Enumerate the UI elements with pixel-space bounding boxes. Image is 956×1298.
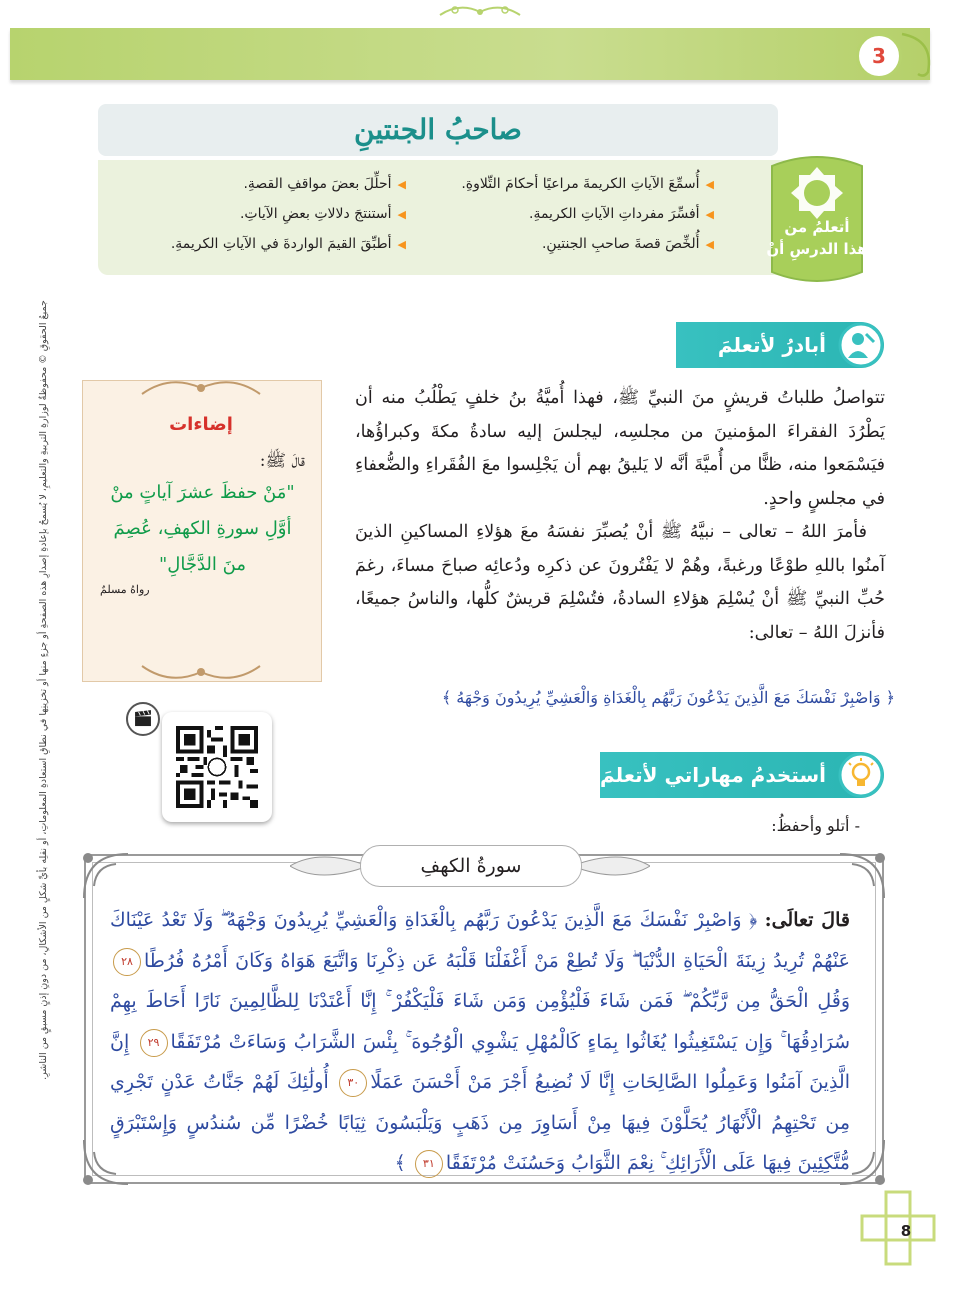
- box-bottom-ornament: [140, 656, 262, 688]
- arrow-left-icon: ◀: [705, 208, 714, 221]
- section-header-start: أبادرُ لأتعلمَ: [676, 322, 884, 368]
- arrow-left-icon: ◀: [397, 208, 406, 221]
- banner-curl-ornament: [898, 30, 938, 80]
- objective-item: ◀أفسِّرَ مفرداتِ الآياتِ الكريمةِ.: [529, 206, 714, 222]
- arrow-left-icon: ◀: [705, 178, 714, 191]
- page-title: صاحبُ الجنتينِ: [354, 113, 522, 146]
- quran-verses: قالَ تعالَى: ﴿ وَاصْبِرْ نَفْسَكَ مَعَ الَّذِينَ يَدْعُونَ رَبَّهُم بِالْغَدَاةِ وَالْعَشِيِّ يُرِيدُونَ وَجْهَهُ ۖ وَلَا تَعْدُ عَيْنَاكَ عَنْهُمْ تُرِيدُ زِينَةَ الْحَيَاةِ الدُّنْيَا ۖ وَلَا تُطِعْ مَنْ أَغْفَلْنَا قَلْبَهُ عَن ذِكْرِنَا وَاتَّبَعَ هَوَاهُ وَكَانَ أَمْرُهُ فُرُطًا٢٨ وَقُلِ الْحَقُّ مِن رَّبِّكُمْ ۖ فَمَن شَاءَ فَلْيُؤْمِن وَمَن شَاءَ فَلْيَكْفُرْ ۚ إِنَّا أَعْتَدْنَا لِلظَّالِمِينَ نَارًا أَحَاطَ بِهِمْ سُرَادِقُهَا ۚ وَإِن يَسْتَغِيثُوا يُغَاثُوا بِمَاءٍ كَالْمُهْلِ يَشْوِي الْوُجُوهَ ۚ بِئْسَ الشَّرَابُ وَسَاءَتْ مُرْتَفَقًا٢٩ إِنَّ الَّذِينَ آمَنُوا وَعَمِلُوا الصَّالِحَاتِ إِنَّا لَا نُضِيعُ أَجْرَ مَنْ أَحْسَنَ عَمَلًا٣٠ أُولَٰئِكَ لَهُمْ جَنَّاتُ عَدْنٍ تَجْرِي مِن تَحْتِهِمُ الْأَنْهَارُ يُحَلَّوْنَ فِيهَا مِنْ أَسَاوِرَ مِن ذَهَبٍ وَيَلْبَسُونَ ثِيَابًا خُضْرًا مِّن سُندُسٍ وَإِسْتَبْرَقٍ مُّتَّكِئِينَ فِيهَا عَلَى الْأَرَائِكِ ۚ نِعْمَ الثَّوَابُ وَحَسُنَتْ مُرْتَفَقًا٣١ ﴾: [110, 900, 850, 1184]
- intro-verse: ﴿ وَاصْبِرْ نَفْسَكَ مَعَ الَّذِينَ يَدْعُونَ رَبَّهُم بِالْغَدَاةِ وَالْعَشِيِّ يُرِيدُونَ وَجْهَهُ ﴾: [441, 688, 895, 707]
- badge-line-2: هذا الدرسِ أنْ: [766, 240, 868, 258]
- corner-ornament: [76, 846, 136, 906]
- objective-item: ◀أستنتجَ دلالاتِ بعضِ الآياتِ.: [239, 206, 406, 222]
- intro-paragraph-1: تتواصلُ طلباتُ قريشٍ منَ النبيِّ ﷺ، فهذا أُميَّةُ بنُ خلفٍ يَطْلُبُ منه أن يَطْرُدَ الفقراءَ المؤمنينَ من مجلسِه، ليجلسَ إليه سادةُ مكةَ وكبراؤُها، فيَسْمَعوا منه، ظنًّا من أُميَّةَ أنَّه لا يَليقُ بهم أن يَجْلِسوا معَ الفُقَراءِ والضُّعفاءِ في مجلسٍ واحدٍ.: [355, 388, 885, 509]
- chapter-number: 3: [856, 33, 902, 79]
- verse-number: ٣١: [415, 1150, 443, 1178]
- ideas-box-content: [100, 450, 305, 596]
- surah-label-ornament: [570, 846, 650, 886]
- recite-instruction: - أتلو وأحفظُ:: [771, 816, 860, 835]
- verse-number: ٢٨: [113, 948, 141, 976]
- intro-text: [355, 382, 885, 650]
- ideas-box-title: إضاءات: [169, 414, 233, 435]
- corner-ornament: [832, 846, 892, 906]
- section-header-skills: أستخدمُ مهاراتي لأتعلمَ: [600, 752, 884, 798]
- qr-code[interactable]: [176, 726, 258, 808]
- arrow-left-icon: ◀: [397, 178, 406, 191]
- verse-text: أُولَٰئِكَ لَهُمْ جَنَّاتُ عَدْنٍ تَجْرِي مِن تَحْتِهِمُ الْأَنْهَارُ يُحَلَّوْنَ فِيهَا مِنْ أَسَاوِرَ مِن ذَهَبٍ وَيَلْبَسُونَ ثِيَابًا خُضْرًا مِّن سُندُسٍ وَإِسْتَبْرَقٍ مُّتَّكِئِينَ فِيهَا عَلَى الْأَرَائِكِ ۚ نِعْمَ الثَّوَابُ وَحَسُنَتْ مُرْتَفَقًا: [110, 1071, 850, 1174]
- badge-line-1: أتعلمُ من: [784, 218, 850, 236]
- hadith-text: "مَنْ حفظَ عشرَ آياتٍ منْ أوَّلِ سورةِ الكهفِ، عُصِمَ منَ الدَّجَّالِ": [110, 482, 295, 575]
- surah-label-ornament: [290, 846, 370, 886]
- verse-text: وَقُلِ الْحَقُّ مِن رَّبِّكُمْ ۖ فَمَن شَاءَ فَلْيُؤْمِن وَمَن شَاءَ فَلْيَكْفُرْ ۚ إِنَّا أَعْتَدْنَا لِلظَّالِمِينَ نَارًا أَحَاطَ بِهِمْ سُرَادِقُهَا ۚ وَإِن يَسْتَغِيثُوا يُغَاثُوا بِمَاءٍ كَالْمُهْلِ يَشْوِي الْوُجُوهَ ۚ بِئْسَ الشَّرَابُ وَسَاءَتْ مُرْتَفَقًا: [110, 990, 851, 1053]
- intro-paragraph-2: فأمرَ اللهُ – تعالى – نبيَّهُ ﷺ أنْ يُصبِّرَ نفسَهُ معَ هؤلاءِ المساكينِ الذينَ آمنُوا باللهِ طوْعًا ورغبةً، وهُمْ لا يَفْتُرونَ عن ذكرِه ودُعائِه صباحَ مساءَ، رغمَ حُبِّ النبيِّ ﷺ أنْ يُسْلِمَ هؤلاءِ السادةُ، فتُسْلِمَ قريشٌ كلُّها، والناسُ جميعًا، فأنزلَ اللهُ – تعالى:: [355, 522, 885, 643]
- chapter-banner: [10, 28, 930, 80]
- surah-name: سورةُ الكهفِ: [360, 845, 582, 887]
- verse-number: ٢٩: [140, 1029, 168, 1057]
- objective-item: ◀أطبِّقَ القيمَ الواردةَ في الآياتِ الكريمةِ.: [170, 236, 406, 252]
- arrow-left-icon: ◀: [705, 238, 714, 251]
- box-top-ornament: [140, 372, 262, 404]
- verse-text: ﴿ وَاصْبِرْ نَفْسَكَ مَعَ الَّذِينَ يَدْعُونَ رَبَّهُم بِالْغَدَاةِ وَالْعَشِيِّ يُرِيدُونَ وَجْهَهُ ۖ وَلَا تَعْدُ عَيْنَاكَ عَنْهُمْ تُرِيدُ زِينَةَ الْحَيَاةِ الدُّنْيَا ۖ وَلَا تُطِعْ مَنْ أَغْفَلْنَا قَلْبَهُ عَن ذِكْرِنَا وَاتَّبَعَ هَوَاهُ وَكَانَ أَمْرُهُ فُرُطًا: [110, 909, 850, 972]
- objective-item: ◀أحلِّلَ بعضَ مواقفِ القصةِ.: [243, 176, 406, 192]
- video-clapper-icon[interactable]: [126, 702, 160, 736]
- copyright-note: جميعُ الحقوقِ © محفوظةٌ لوزارةِ التربيةِ والتعليمِ، لا يُسمحُ بإعادةِ إصدارِ هذه الصفحةِ أو جزءٍ منها أو تخزينِها في نطاقِ استعادةِ المعلوماتِ، أو نقلِه بأيِّ شكلٍ من الأشكالِ، من دونِ إذنٍ مسبقٍ من الناشرِ.: [38, 300, 49, 1080]
- verse-number: ٣٠: [339, 1069, 367, 1097]
- hadith-source: رواهُ مسلمٌ: [100, 583, 150, 596]
- objectives-badge-label: [762, 216, 872, 260]
- learner-icon: [838, 322, 884, 368]
- quran-intro: قالَ تعالَى:: [764, 909, 850, 931]
- lightbulb-icon: [838, 752, 884, 798]
- objective-item: ◀أُسمِّعَ الآياتِ الكريمةَ مراعيًا أحكامَ التِّلاوةِ.: [461, 176, 714, 192]
- objective-item: ◀أُلخِّصَ قصةَ صاحبِ الجنتينِ.: [541, 236, 714, 252]
- hadith-intro: قالَ ﷺ:: [259, 451, 305, 471]
- verse-text: إِنَّ الَّذِينَ آمَنُوا وَعَمِلُوا الصَّالِحَاتِ إِنَّا لَا نُضِيعُ أَجْرَ مَنْ أَحْسَنَ عَمَلًا: [110, 1030, 850, 1093]
- arrow-left-icon: ◀: [397, 238, 406, 251]
- page-number: 8: [900, 1222, 912, 1240]
- top-ornament: [430, 0, 530, 22]
